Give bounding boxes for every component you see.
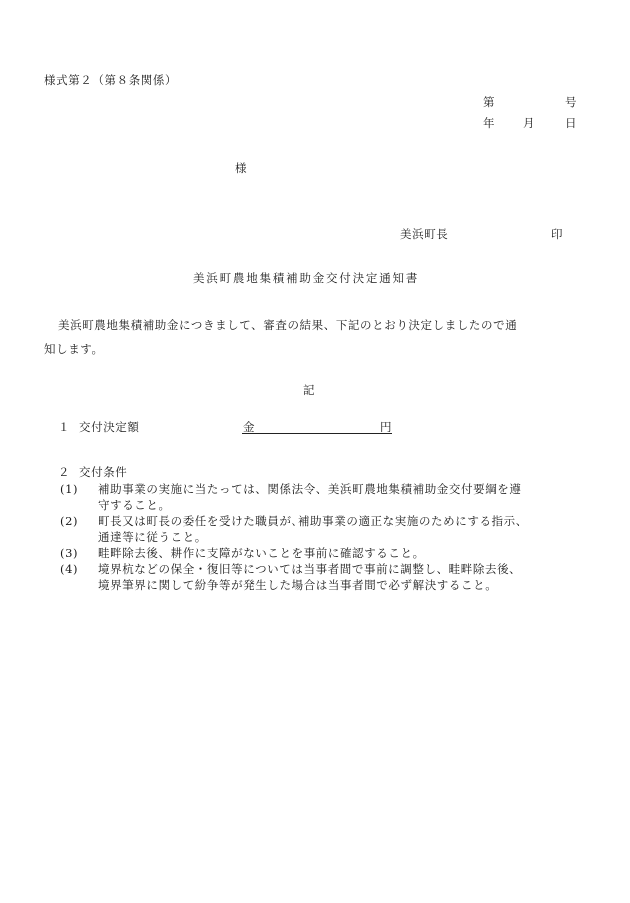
amount-suffix: 円 (380, 420, 393, 434)
date-day: 日 (565, 116, 578, 130)
section1-label: 交付決定額 (79, 420, 140, 434)
date-month: 月 (523, 116, 536, 130)
condition-4-line-2: 境界筆界に関して紛争等が発生した場合は当事者間で必ず解決すること。 (98, 578, 498, 592)
issuer-title: 美浜町長 (400, 227, 449, 241)
condition-3-line-1: 畦畔除去後、耕作に支障がないことを事前に確認すること。 (98, 546, 425, 560)
amount-underline (242, 433, 392, 434)
recipient-suffix: 様 (235, 161, 248, 175)
date-year: 年 (483, 116, 496, 130)
condition-1-line-2: 守すること。 (98, 498, 171, 512)
body-line-1: 美浜町農地集積補助金につきまして、審査の結果、下記のとおり決定しましたので通 (58, 318, 518, 332)
doc-number-prefix: 第 (483, 95, 496, 109)
condition-2-line-1: 町長又は町長の委任を受けた職員が､補助事業の適正な実施のためにする指示、 (98, 514, 528, 528)
issuer-seal: 印 (551, 227, 564, 241)
section2-number: ２ (58, 465, 71, 479)
form-label: 様式第２（第８条関係） (44, 73, 178, 87)
condition-1-number: (1) (60, 482, 79, 496)
section2-label: 交付条件 (79, 465, 128, 479)
condition-1-line-1: 補助事業の実施に当たっては、関係法令、美浜町農地集積補助金交付要綱を遵 (98, 482, 522, 496)
condition-3-number: (3) (60, 546, 79, 560)
condition-2-number: (2) (60, 514, 79, 528)
condition-4-number: (4) (60, 562, 79, 576)
ki-heading: 記 (303, 383, 316, 397)
body-line-2: 知します。 (44, 342, 104, 356)
section1-number: １ (58, 420, 71, 434)
amount-prefix: 金 (243, 420, 256, 434)
document-title: 美浜町農地集積補助金交付決定通知書 (193, 271, 420, 285)
doc-number-suffix: 号 (565, 95, 578, 109)
condition-4-line-1: 境界杭などの保全・復旧等については当事者間で事前に調整し、畦畔除去後、 (98, 562, 522, 576)
condition-2-line-2: 通達等に従うこと。 (98, 530, 207, 544)
